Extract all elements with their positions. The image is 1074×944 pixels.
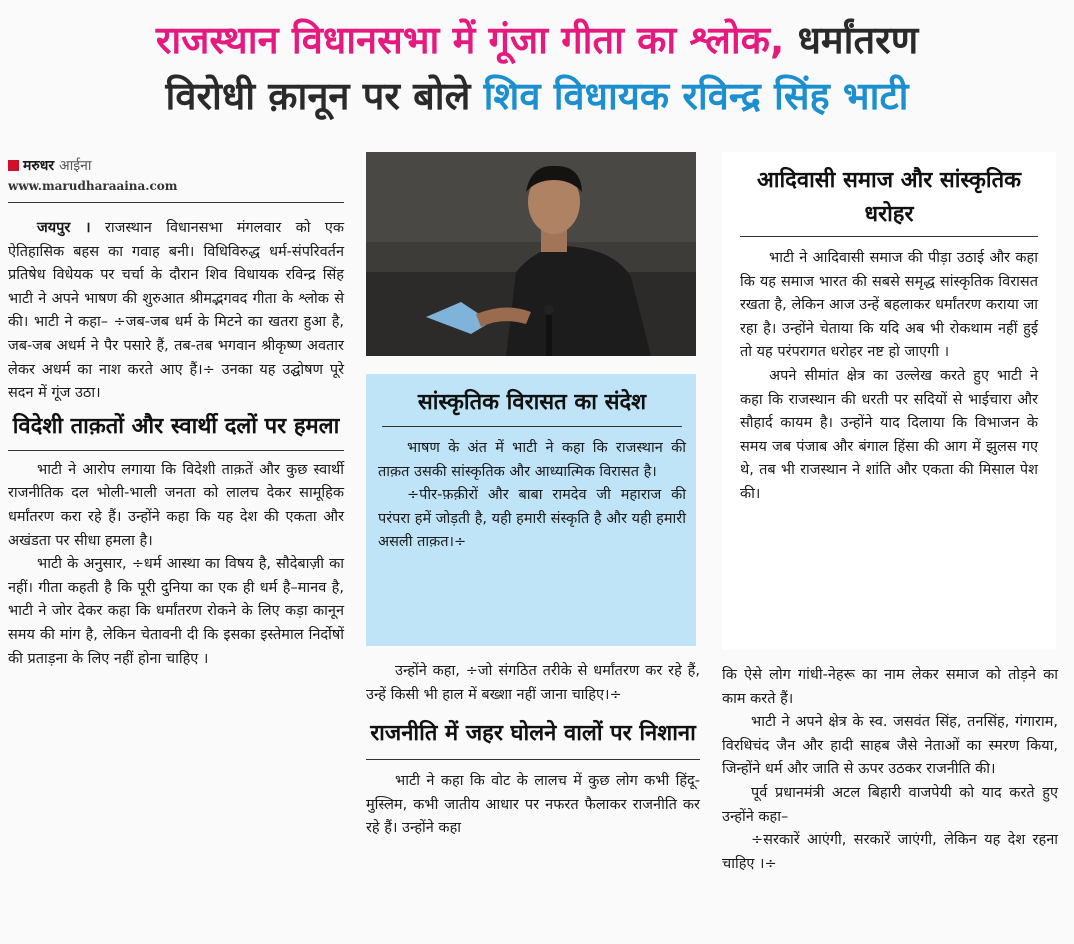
- paragraph: ÷पीर-फ़क़ीरों और बाबा रामदेव जी महाराज की परंपरा हमें जोड़ती है, यही हमारी संस्कृति है और यही हमारी असली ताक़त।÷: [378, 487, 686, 551]
- speaker-photo: [366, 152, 696, 356]
- divider: [366, 759, 700, 760]
- divider: [8, 450, 344, 451]
- paragraph: अपने सीमांत क्षेत्र का उल्लेख करते हुए भाटी ने कहा कि राजस्थान की धरती पर सदियों से भाईचारा और सौहार्द कायम है। उन्होंने याद दिलाया कि विभाजन के समय जब पंजाब और बंगाल हिंसा की आग में झुलस गए थे, तब भी राजस्थान ने शांति और एकता की मिसाल पेश की।: [740, 367, 1038, 502]
- byline-brand: आईना: [58, 158, 92, 174]
- byline: [8, 156, 344, 176]
- column-3-lower: [722, 664, 1058, 876]
- paragraph: भाटी ने अपने क्षेत्र के स्व. जसवंत सिंह, तनसिंह, गंगाराम, विरधिचंद जैन और हादी साहब जैसे नेताओं का स्मरण किया, जिन्होंने धर्म और जाति से ऊपर उठकर राजनीति की।: [722, 714, 1058, 778]
- paragraph: कि ऐसे लोग गांधी-नेहरू का नाम लेकर समाज को तोड़ने का काम करते हैं।: [722, 667, 1058, 707]
- paragraph: ÷सरकारें आएंगी, सरकारें जाएंगी, लेकिन यह देश रहना चाहिए ।÷: [722, 832, 1058, 872]
- dateline: जयपुर ।: [37, 220, 91, 236]
- paragraph: पूर्व प्रधानमंत्री अटल बिहारी वाजपेयी को याद करते हुए उन्होंने कहा–: [722, 784, 1058, 825]
- headline-line-2: [0, 68, 1074, 124]
- paragraph: [8, 217, 344, 406]
- speaker-illustration: [366, 152, 696, 356]
- paragraph: भाटी के अनुसार, ÷धर्म आस्था का विषय है, सौदेबाज़ी का नहीं। गीता कहती है कि पूरी दुनिया का एक ही धर्म है–मानव है, भाटी ने जोर देकर कहा कि धर्मांतरण रोकने के लिए कड़ा कानून समय की मांग है, लेकिन चेतावनी दी कि इसका इस्तेमाल निर्दोषों की प्रताड़ना के लिए नहीं होना चाहिए ।: [8, 556, 344, 667]
- subheading: आदिवासी समाज और सांस्कृतिक धरोहर: [756, 168, 1022, 227]
- culture-heritage-box: [366, 374, 696, 646]
- headline-dark-part-2: विरोधी क़ानून पर बोले: [165, 74, 471, 118]
- headline-pink-part: राजस्थान विधानसभा में गूंजा गीता का श्लोक,: [155, 18, 785, 62]
- headline: [0, 0, 1074, 148]
- paragraph: भाषण के अंत में भाटी ने कहा कि राजस्थान की ताक़त उसकी सांस्कृतिक और आध्यात्मिक विरासत है।: [378, 440, 686, 480]
- subheading: राजनीति में जहर घोलने वालों पर निशाना: [370, 721, 696, 747]
- headline-line-1: [0, 12, 1074, 68]
- paragraph: उन्होंने कहा, ÷जो संगठित तरीके से धर्मांतरण कर रहे हैं, उन्हें किसी भी हाल में बख्शा नहीं जाना चाहिए।÷: [366, 663, 700, 703]
- tribal-heritage-box: [722, 152, 1056, 650]
- divider: [740, 236, 1038, 237]
- paragraph: भाटी ने आरोप लगाया कि विदेशी ताक़तें और कुछ स्वार्थी राजनीतिक दल भोली-भाली जनता को लालच देकर सामूहिक धर्मांतरण करा रहे हैं। उन्होंने कहा कि यह देश की एकता और अखंडता पर सीधा हमला है।: [8, 461, 344, 549]
- source-url: www.marudharaaina.com: [8, 176, 344, 203]
- headline-blue-part: शिव विधायक रविन्द्र सिंह भाटी: [483, 74, 909, 118]
- paragraph: भाटी ने आदिवासी समाज की पीड़ा उठाई और कहा कि यह समाज भारत की सबसे समृद्ध सांस्कृतिक विरासत रखता है, लेकिन आज उन्हें बहलाकर धर्मांतरण कराया जा रहा है। उन्होंने चेताया कि यदि अब भी रोकथाम नहीं हुई तो यह परंपरागत धरोहर नष्ट हो जाएगी ।: [740, 250, 1038, 361]
- red-square-icon: [8, 160, 19, 171]
- column-2-lower: [366, 660, 700, 841]
- paragraph-text: राजस्थान विधानसभा मंगलवार को एक ऐतिहासिक बहस का गवाह बनी। विधिविरुद्ध धर्म-संपरिवर्तन प्रतिषेध विधेयक पर चर्चा के दौरान शिव विधायक रविन्द्र सिंह भाटी ने अपने भाषण की शुरुआत श्रीमद्भगवद गीता के श्लोक से की। भाटी ने कहा– ÷जब-जब धर्म के मिटने का खतरा हुआ है, जब-जब अधर्म ने पैर पसारे हैं, तब-तब भगवान श्रीकृष्ण अवतार लेकर अधर्म का नाश करते आए हैं।÷ उनका यह उद्घोषण पूरे सदन में गूंज उठा।: [8, 220, 344, 402]
- byline-name: मरुधर: [23, 158, 55, 174]
- subheading: विदेशी ताक़तों और स्वार्थी दलों पर हमला: [12, 413, 340, 439]
- paragraph: भाटी ने कहा कि वोट के लालच में कुछ लोग कभी हिंदू-मुस्लिम, कभी जातीय आधार पर नफरत फैलाकर राजनीति कर रहे हैं। उन्होंने कहा: [366, 773, 700, 837]
- subheading: सांस्कृतिक विरासत का संदेश: [417, 390, 647, 415]
- column-1: [8, 156, 344, 671]
- headline-dark-part: धर्मांतरण: [797, 18, 919, 62]
- divider: [382, 426, 682, 427]
